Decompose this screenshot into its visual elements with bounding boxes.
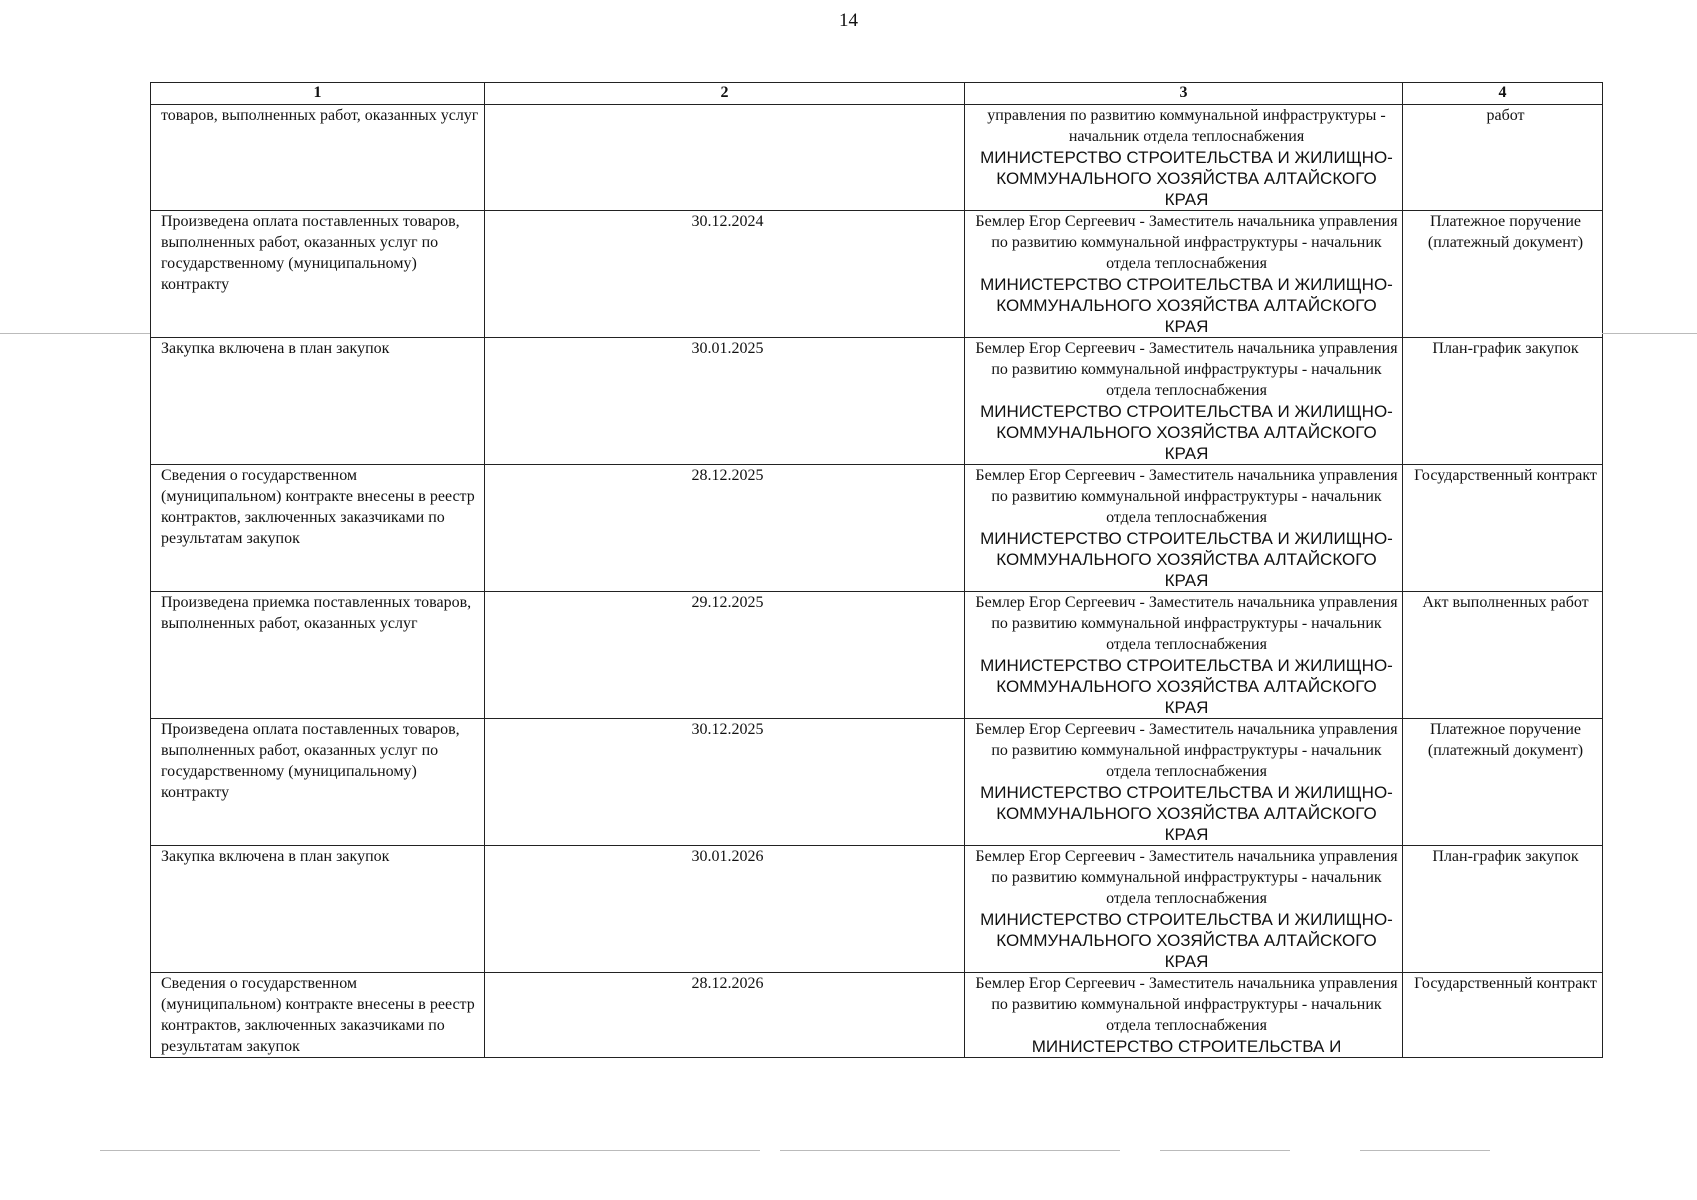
responsible-cell: [965, 338, 1403, 465]
column-header-4: 4: [1403, 83, 1603, 105]
page-number: 14: [839, 10, 858, 31]
event-cell: Сведения о государственном (муниципальном) контракте внесены в реестр контрактов, заключенных заказчиками по результатам закупок: [151, 465, 485, 592]
scan-artifact-line: [0, 333, 150, 334]
responsible-cell: [965, 719, 1403, 846]
date-cell: 28.12.2025: [485, 465, 965, 592]
responsible-text: Бемлер Егор Сергеевич - Заместитель начальника управления по развитию коммунальной инфраструктуры - начальник отдела теплоснабжения: [975, 340, 1398, 399]
event-cell: Закупка включена в план закупок: [151, 846, 485, 973]
date-cell: 30.12.2025: [485, 719, 965, 846]
responsible-cell: [965, 592, 1403, 719]
document-cell: Платежное поручение (платежный документ): [1403, 719, 1603, 846]
scan-artifact-line: [780, 1150, 1120, 1151]
document-cell: Акт выполненных работ: [1403, 592, 1603, 719]
table-row: [151, 211, 1603, 338]
organization-text: МИНИСТЕРСТВО СТРОИТЕЛЬСТВА И ЖИЛИЩНО-КОММУНАЛЬНОГО ХОЗЯЙСТВА АЛТАЙСКОГО КРАЯ: [980, 275, 1393, 336]
organization-text: МИНИСТЕРСТВО СТРОИТЕЛЬСТВА И ЖИЛИЩНО-КОММУНАЛЬНОГО ХОЗЯЙСТВА АЛТАЙСКОГО КРАЯ: [980, 656, 1393, 717]
table-row: [151, 592, 1603, 719]
organization-text: МИНИСТЕРСТВО СТРОИТЕЛЬСТВА И ЖИЛИЩНО-КОММУНАЛЬНОГО ХОЗЯЙСТВА АЛТАЙСКОГО КРАЯ: [980, 529, 1393, 590]
document-cell: Государственный контракт: [1403, 465, 1603, 592]
document-cell: Платежное поручение (платежный документ): [1403, 211, 1603, 338]
document-cell: работ: [1403, 105, 1603, 211]
event-cell: Закупка включена в план закупок: [151, 338, 485, 465]
table-row: [151, 338, 1603, 465]
responsible-text: Бемлер Егор Сергеевич - Заместитель начальника управления по развитию коммунальной инфраструктуры - начальник отдела теплоснабжения: [975, 975, 1398, 1034]
column-header-3: 3: [965, 83, 1403, 105]
column-header-1: 1: [151, 83, 485, 105]
header-row: [151, 83, 1603, 105]
responsible-text: Бемлер Егор Сергеевич - Заместитель начальника управления по развитию коммунальной инфраструктуры - начальник отдела теплоснабжения: [975, 467, 1398, 526]
organization-text: МИНИСТЕРСТВО СТРОИТЕЛЬСТВА И ЖИЛИЩНО-КОММУНАЛЬНОГО ХОЗЯЙСТВА АЛТАЙСКОГО КРАЯ: [980, 910, 1393, 971]
responsible-cell: [965, 105, 1403, 211]
table-row: [151, 465, 1603, 592]
date-cell: 30.01.2026: [485, 846, 965, 973]
date-cell: 30.12.2024: [485, 211, 965, 338]
document-cell: Государственный контракт: [1403, 973, 1603, 1058]
schedule-table: [150, 82, 1603, 1058]
date-cell: 28.12.2026: [485, 973, 965, 1058]
event-cell: Произведена приемка поставленных товаров, выполненных работ, оказанных услуг: [151, 592, 485, 719]
event-cell: Сведения о государственном (муниципальном) контракте внесены в реестр контрактов, заключенных заказчиками по результатам закупок: [151, 973, 485, 1058]
scan-artifact-line: [1602, 333, 1697, 334]
table-row: [151, 105, 1603, 211]
scan-artifact-line: [100, 1150, 760, 1151]
responsible-cell: [965, 211, 1403, 338]
responsible-cell: [965, 973, 1403, 1058]
responsible-text: Бемлер Егор Сергеевич - Заместитель начальника управления по развитию коммунальной инфраструктуры - начальник отдела теплоснабжения: [975, 848, 1398, 907]
event-cell: товаров, выполненных работ, оказанных услуг: [151, 105, 485, 211]
responsible-text: Бемлер Егор Сергеевич - Заместитель начальника управления по развитию коммунальной инфраструктуры - начальник отдела теплоснабжения: [975, 213, 1398, 272]
responsible-cell: [965, 846, 1403, 973]
column-header-2: 2: [485, 83, 965, 105]
table-row: [151, 719, 1603, 846]
organization-text: МИНИСТЕРСТВО СТРОИТЕЛЬСТВА И: [1031, 1037, 1342, 1056]
organization-text: МИНИСТЕРСТВО СТРОИТЕЛЬСТВА И ЖИЛИЩНО-КОММУНАЛЬНОГО ХОЗЯЙСТВА АЛТАЙСКОГО КРАЯ: [980, 148, 1393, 209]
event-cell: Произведена оплата поставленных товаров, выполненных работ, оказанных услуг по государственному (муниципальному) контракту: [151, 719, 485, 846]
responsible-text: управления по развитию коммунальной инфраструктуры - начальник отдела теплоснабжения: [987, 107, 1386, 145]
date-cell: 29.12.2025: [485, 592, 965, 719]
document-cell: План-график закупок: [1403, 846, 1603, 973]
table-row: [151, 846, 1603, 973]
date-cell: [485, 105, 965, 211]
date-cell: 30.01.2025: [485, 338, 965, 465]
document-cell: План-график закупок: [1403, 338, 1603, 465]
responsible-text: Бемлер Егор Сергеевич - Заместитель начальника управления по развитию коммунальной инфраструктуры - начальник отдела теплоснабжения: [975, 594, 1398, 653]
table-row: [151, 973, 1603, 1058]
organization-text: МИНИСТЕРСТВО СТРОИТЕЛЬСТВА И ЖИЛИЩНО-КОММУНАЛЬНОГО ХОЗЯЙСТВА АЛТАЙСКОГО КРАЯ: [980, 783, 1393, 844]
responsible-cell: [965, 465, 1403, 592]
event-cell: Произведена оплата поставленных товаров, выполненных работ, оказанных услуг по государственному (муниципальному) контракту: [151, 211, 485, 338]
scan-artifact-line: [1160, 1150, 1290, 1151]
responsible-text: Бемлер Егор Сергеевич - Заместитель начальника управления по развитию коммунальной инфраструктуры - начальник отдела теплоснабжения: [975, 721, 1398, 780]
organization-text: МИНИСТЕРСТВО СТРОИТЕЛЬСТВА И ЖИЛИЩНО-КОММУНАЛЬНОГО ХОЗЯЙСТВА АЛТАЙСКОГО КРАЯ: [980, 402, 1393, 463]
scan-artifact-line: [1360, 1150, 1490, 1151]
